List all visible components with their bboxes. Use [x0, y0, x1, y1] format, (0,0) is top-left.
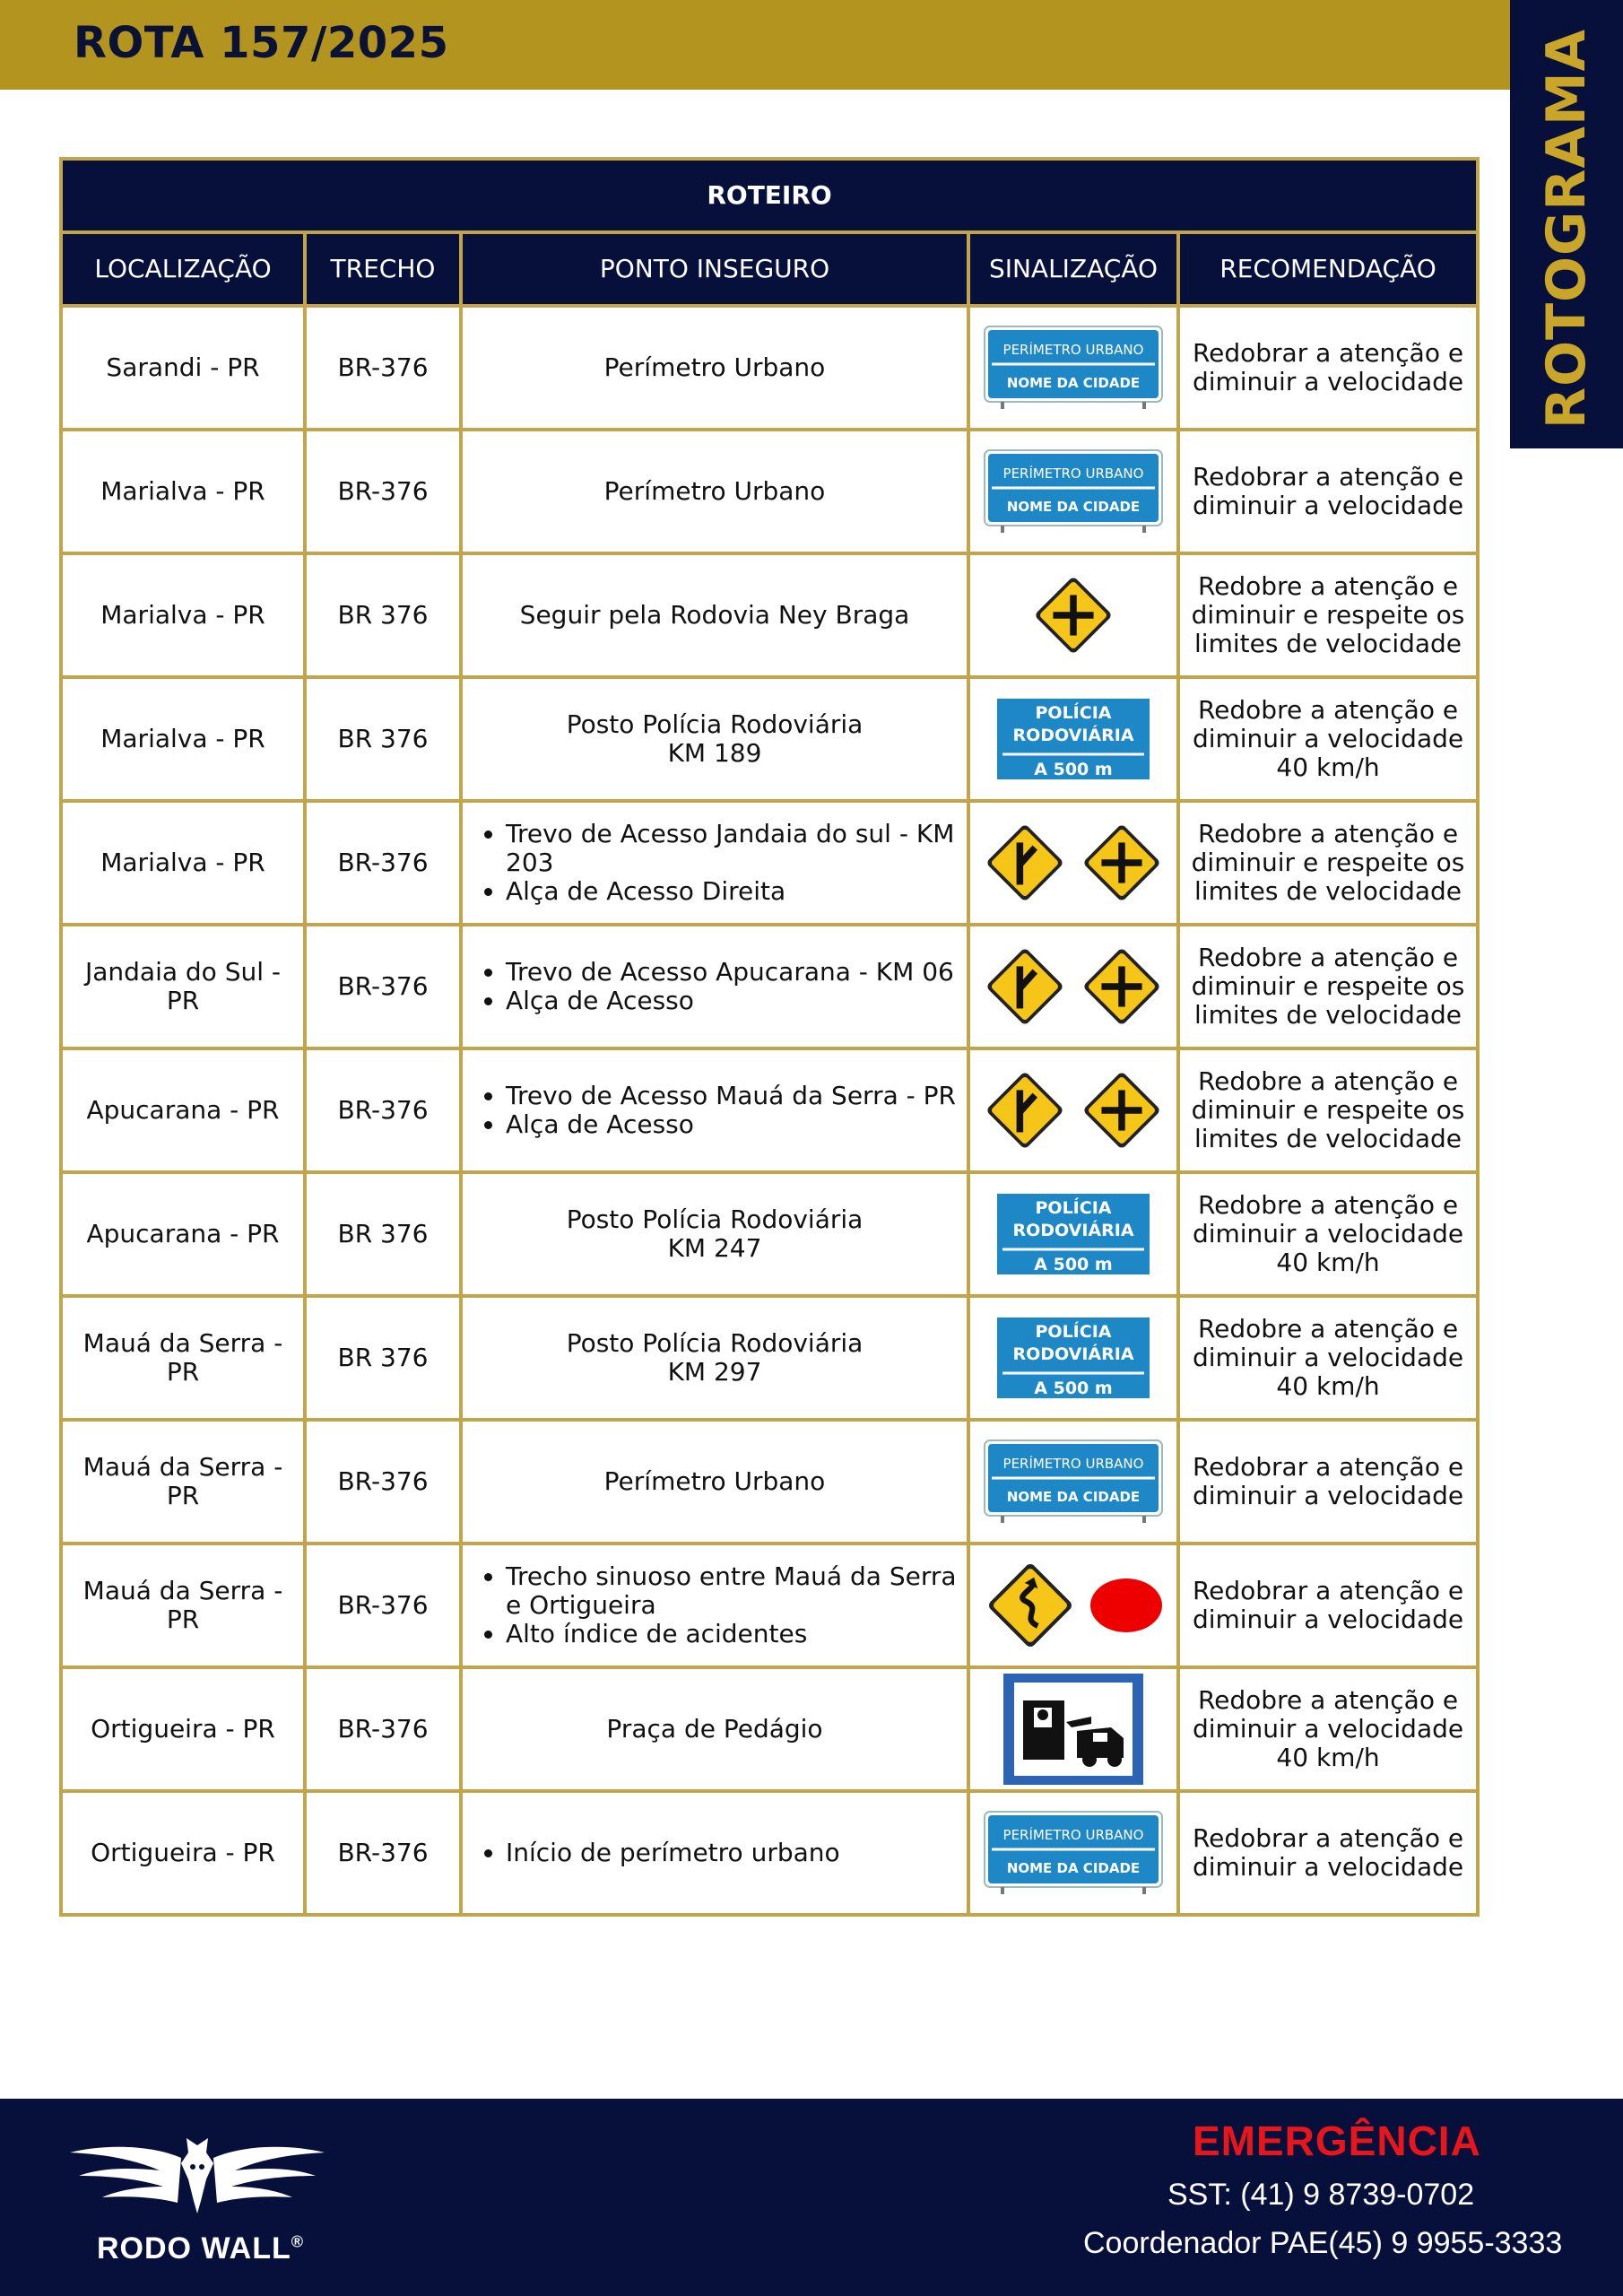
sinalizacao-cell	[968, 1544, 1178, 1667]
ponto-line: KM 297	[667, 1357, 762, 1387]
header-bar	[0, 0, 1510, 90]
ponto-item: • Alça de Acesso Direita	[506, 877, 958, 906]
ponto-line: KM 189	[667, 738, 762, 768]
trecho-cell: BR-376	[305, 1048, 461, 1172]
svg-text:RODOVIÁRIA: RODOVIÁRIA	[1012, 1344, 1134, 1364]
policia-rodoviaria-sign	[997, 699, 1150, 779]
svg-text:POLÍCIA: POLÍCIA	[1035, 703, 1112, 723]
side-road-icon	[983, 821, 1067, 905]
column-header: PONTO INSEGURO	[461, 232, 968, 306]
trecho-cell: BR-376	[305, 925, 461, 1048]
ponto-line: Posto Polícia Rodoviária	[566, 709, 864, 739]
recommendation-cell: Redobrar a atenção e diminuir a velocidade	[1178, 306, 1478, 430]
location-cell: Apucarana - PR	[61, 1048, 305, 1172]
recommendation-cell: Redobrar a atenção e diminuir a velocidade	[1178, 1544, 1478, 1667]
table-row	[61, 306, 1478, 430]
recommendation-cell: Redobrar a atenção e diminuir a velocidade	[1178, 430, 1478, 553]
table-row	[61, 430, 1478, 553]
svg-text:PERÍMETRO URBANO: PERÍMETRO URBANO	[1002, 465, 1144, 482]
perimetro-urbano-sign	[983, 1439, 1164, 1525]
ponto-list	[472, 1562, 958, 1649]
ponto-line: Praça de Pedágio	[606, 1713, 823, 1744]
column-header: LOCALIZAÇÃO	[61, 232, 305, 306]
side-road-icon	[983, 944, 1067, 1029]
location-cell: Marialva - PR	[61, 553, 305, 677]
ponto-item: • Início de perímetro urbano	[506, 1839, 958, 1867]
ponto-inseguro-cell	[461, 1544, 968, 1667]
ponto-inseguro-cell	[461, 801, 968, 925]
red-dot-icon	[1089, 1578, 1163, 1633]
crossroad-icon	[1080, 944, 1164, 1029]
location-cell: Apucarana - PR	[61, 1172, 305, 1296]
perimetro-urbano-sign	[983, 1810, 1164, 1896]
table-row	[61, 1172, 1478, 1296]
svg-text:POLÍCIA: POLÍCIA	[1035, 1322, 1112, 1342]
ponto-list	[472, 958, 958, 1015]
recommendation-cell: Redobre a atenção e diminuir e respeite os limites de velocidade	[1178, 925, 1478, 1048]
sinalizacao-cell	[968, 677, 1178, 801]
winding-road-icon	[984, 1559, 1077, 1652]
perimetro-urbano-sign	[983, 325, 1164, 411]
recommendation-cell: Redobre a atenção e diminuir e respeite os limites de velocidade	[1178, 1048, 1478, 1172]
sinalizacao-cell	[968, 1296, 1178, 1420]
trecho-cell: BR-376	[305, 306, 461, 430]
location-cell: Ortigueira - PR	[61, 1667, 305, 1791]
sinalizacao-cell	[968, 430, 1178, 553]
toll-booth-icon	[1003, 1674, 1143, 1785]
svg-text:RODOVIÁRIA: RODOVIÁRIA	[1012, 726, 1134, 745]
svg-text:POLÍCIA: POLÍCIA	[1035, 1198, 1112, 1218]
table-row	[61, 1420, 1478, 1544]
brand-name: RODO WALL®	[97, 2231, 305, 2266]
ponto-line: KM 247	[667, 1233, 762, 1263]
ponto-inseguro-cell	[461, 1667, 968, 1791]
ponto-inseguro-cell	[461, 1420, 968, 1544]
ponto-item: • Trecho sinuoso entre Mauá da Serra e Ortigueira	[506, 1562, 958, 1620]
route-title: ROTA 157/2025	[74, 18, 449, 68]
table-row	[61, 1544, 1478, 1667]
ponto-line: Perímetro Urbano	[603, 1465, 826, 1496]
side-road-icon	[983, 1068, 1067, 1152]
recommendation-cell: Redobre a atenção e diminuir a velocidade 40 km/h	[1178, 1667, 1478, 1791]
perimetro-urbano-sign	[983, 448, 1164, 535]
recommendation-cell: Redobre a atenção e diminuir a velocidade 40 km/h	[1178, 1172, 1478, 1296]
trecho-cell: BR-376	[305, 1544, 461, 1667]
ponto-item: • Alto índice de acidentes	[506, 1620, 958, 1648]
ponto-inseguro-cell	[461, 925, 968, 1048]
column-header: RECOMENDAÇÃO	[1178, 232, 1478, 306]
side-tab	[1510, 0, 1623, 448]
ponto-line: Posto Polícia Rodoviária	[566, 1327, 864, 1358]
location-cell: Mauá da Serra - PR	[61, 1296, 305, 1420]
ponto-line: Perímetro Urbano	[603, 475, 826, 506]
svg-text:NOME DA CIDADE: NOME DA CIDADE	[1006, 1860, 1141, 1876]
location-cell: Marialva - PR	[61, 430, 305, 553]
trecho-cell: BR 376	[305, 1172, 461, 1296]
ponto-item: • Trevo de Acesso Jandaia do sul - KM 203	[506, 820, 958, 877]
sinalizacao-cell	[968, 306, 1178, 430]
location-cell: Mauá da Serra - PR	[61, 1420, 305, 1544]
ponto-inseguro-cell	[461, 1048, 968, 1172]
ponto-inseguro-cell	[461, 1296, 968, 1420]
trecho-cell: BR 376	[305, 677, 461, 801]
trecho-cell: BR 376	[305, 1296, 461, 1420]
crossroad-icon	[1080, 821, 1164, 905]
trecho-cell: BR-376	[305, 1791, 461, 1915]
svg-text:PERÍMETRO URBANO: PERÍMETRO URBANO	[1002, 342, 1144, 358]
sinalizacao-cell	[968, 1667, 1178, 1791]
emergency-title: EMERGÊNCIA	[1193, 2118, 1481, 2164]
recommendation-cell: Redobre a atenção e diminuir e respeite os limites de velocidade	[1178, 801, 1478, 925]
recommendation-cell: Redobre a atenção e diminuir a velocidade 40 km/h	[1178, 1296, 1478, 1420]
location-cell: Sarandi - PR	[61, 306, 305, 430]
location-cell: Marialva - PR	[61, 677, 305, 801]
column-header: SINALIZAÇÃO	[968, 232, 1178, 306]
svg-text:A 500 m: A 500 m	[1034, 1255, 1113, 1274]
svg-text:NOME DA CIDADE: NOME DA CIDADE	[1006, 1489, 1141, 1505]
location-cell: Jandaia do Sul - PR	[61, 925, 305, 1048]
ponto-list	[472, 820, 958, 907]
trecho-cell: BR-376	[305, 430, 461, 553]
sinalizacao-cell	[968, 801, 1178, 925]
sinalizacao-cell	[968, 1048, 1178, 1172]
svg-text:RODOVIÁRIA: RODOVIÁRIA	[1012, 1221, 1134, 1240]
ponto-line: Posto Polícia Rodoviária	[566, 1204, 864, 1234]
table-row	[61, 1296, 1478, 1420]
recommendation-cell: Redobrar a atenção e diminuir a velocidade	[1178, 1791, 1478, 1915]
sinalizacao-cell	[968, 1791, 1178, 1915]
ponto-item: • Alça de Acesso	[506, 1110, 958, 1139]
table-row	[61, 1048, 1478, 1172]
table-row	[61, 925, 1478, 1048]
svg-text:NOME DA CIDADE: NOME DA CIDADE	[1006, 375, 1141, 391]
location-cell: Mauá da Serra - PR	[61, 1544, 305, 1667]
sinalizacao-cell	[968, 1420, 1178, 1544]
recommendation-cell: Redobrar a atenção e diminuir a velocidade	[1178, 1420, 1478, 1544]
registered-mark: ®	[291, 2232, 305, 2251]
ponto-list	[472, 1082, 958, 1139]
ponto-inseguro-cell	[461, 1172, 968, 1296]
policia-rodoviaria-sign	[997, 1318, 1150, 1398]
roteiro-table	[59, 157, 1480, 1917]
crossroad-icon	[1080, 1068, 1164, 1152]
table-row	[61, 677, 1478, 801]
table-row	[61, 1791, 1478, 1915]
ponto-inseguro-cell	[461, 677, 968, 801]
svg-text:A 500 m: A 500 m	[1034, 1378, 1113, 1398]
svg-text:PERÍMETRO URBANO: PERÍMETRO URBANO	[1002, 1827, 1144, 1843]
ponto-inseguro-cell	[461, 1791, 968, 1915]
table-row	[61, 1667, 1478, 1791]
ponto-item: • Trevo de Acesso Mauá da Serra - PR	[506, 1082, 958, 1110]
pae-phone: Coordenador PAE(45) 9 9955-3333	[1083, 2226, 1563, 2260]
sst-phone: SST: (41) 9 8739-0702	[1167, 2178, 1475, 2212]
recommendation-cell: Redobre a atenção e diminuir e respeite os limites de velocidade	[1178, 553, 1478, 677]
ponto-item: • Trevo de Acesso Apucarana - KM 06	[506, 958, 958, 987]
policia-rodoviaria-sign	[997, 1194, 1150, 1274]
trecho-cell: BR-376	[305, 1420, 461, 1544]
crossroad-icon	[1031, 573, 1115, 657]
table-title: ROTEIRO	[61, 159, 1478, 232]
side-label: ROTOGRAMA	[1535, 28, 1598, 430]
sinalizacao-cell	[968, 553, 1178, 677]
trecho-cell: BR 376	[305, 553, 461, 677]
table-row	[61, 553, 1478, 677]
ponto-inseguro-cell	[461, 553, 968, 677]
ponto-inseguro-cell	[461, 306, 968, 430]
location-cell: Ortigueira - PR	[61, 1791, 305, 1915]
ponto-line: Perímetro Urbano	[603, 352, 826, 382]
svg-text:PERÍMETRO URBANO: PERÍMETRO URBANO	[1002, 1456, 1144, 1472]
ponto-list	[472, 1839, 958, 1867]
recommendation-cell: Redobre a atenção e diminuir a velocidade 40 km/h	[1178, 677, 1478, 801]
footer	[0, 2099, 1623, 2296]
ponto-inseguro-cell	[461, 430, 968, 553]
sinalizacao-cell	[968, 1172, 1178, 1296]
trecho-cell: BR-376	[305, 1667, 461, 1791]
table-row	[61, 801, 1478, 925]
column-header: TRECHO	[305, 232, 461, 306]
ponto-line: Seguir pela Rodovia Ney Braga	[519, 599, 910, 630]
sinalizacao-cell	[968, 925, 1178, 1048]
location-cell: Marialva - PR	[61, 801, 305, 925]
trecho-cell: BR-376	[305, 801, 461, 925]
svg-text:A 500 m: A 500 m	[1034, 760, 1113, 779]
ponto-item: • Alça de Acesso	[506, 987, 958, 1015]
svg-text:NOME DA CIDADE: NOME DA CIDADE	[1006, 499, 1141, 515]
